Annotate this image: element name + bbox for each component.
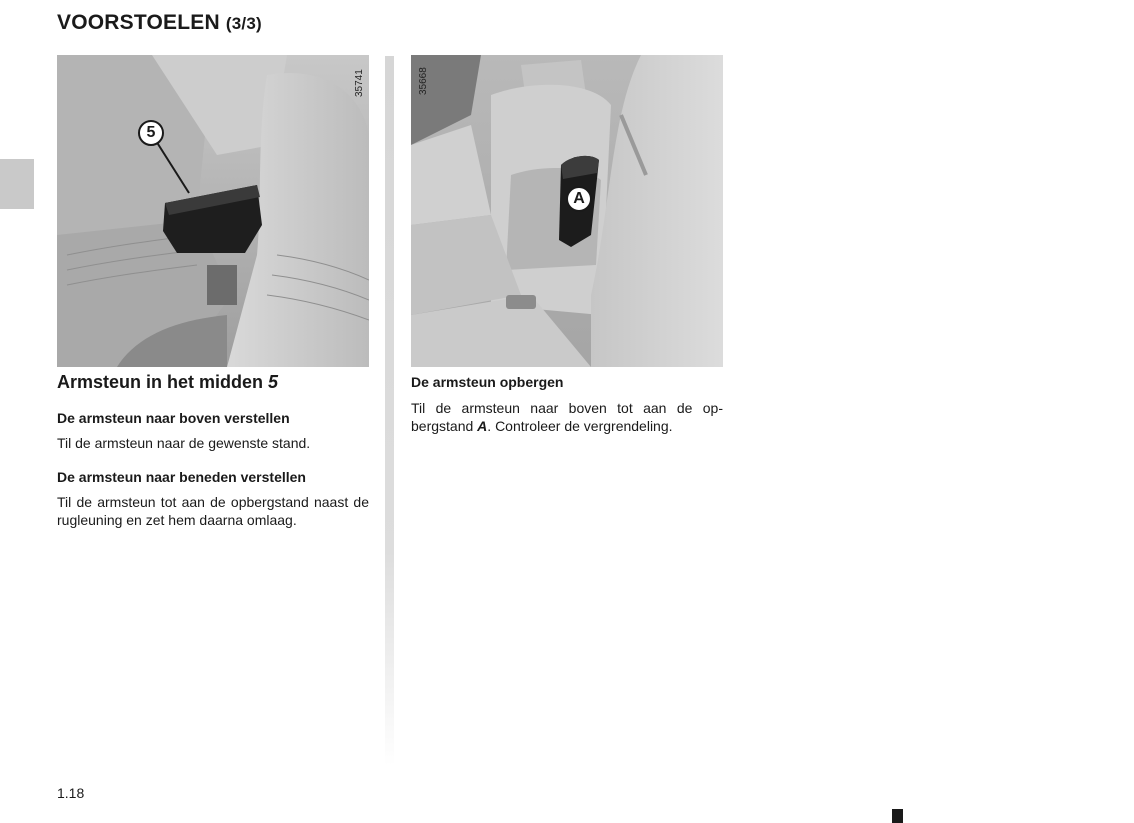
section-heading-text: Armsteun in het midden — [57, 372, 264, 392]
page-title — [57, 11, 262, 35]
subheading-raise: De armsteun naar boven verstellen — [57, 410, 290, 426]
right-column — [411, 374, 723, 435]
figure-code: 35741 — [354, 69, 365, 97]
paragraph-stow-ref: A — [477, 418, 488, 434]
section-heading-ref: 5 — [268, 372, 279, 392]
subheading-stow: De armsteun opbergen — [411, 374, 564, 390]
figure-code: 35668 — [418, 67, 429, 95]
paragraph-stow-text: Til de armsteun naar boven tot aan de op-bergstand — [411, 400, 723, 434]
page-end-marker — [892, 809, 903, 823]
page-number: 1.18 — [57, 785, 85, 801]
callout-a: A — [566, 186, 592, 212]
column-divider — [385, 56, 394, 766]
section-heading — [57, 372, 369, 393]
callout-5: 5 — [138, 120, 164, 146]
page-title-text: VOORSTOELEN — [57, 11, 220, 34]
chapter-tab — [0, 159, 34, 209]
armrest-illustration — [57, 55, 369, 367]
paragraph-stow-text-end: . Controleer de vergrendeling. — [487, 418, 673, 434]
paragraph-stow — [411, 399, 723, 435]
paragraph-lower: Til de armsteun tot aan de opbergstand naast de rugleuning en zet hem daarna omlaag. — [57, 494, 369, 528]
page-title-counter: (3/3) — [225, 14, 262, 33]
subheading-lower: De armsteun naar beneden verstellen — [57, 469, 306, 485]
armrest-stowed-photo — [411, 55, 723, 367]
left-column — [57, 372, 369, 529]
paragraph-raise: Til de armsteun naar de gewenste stand. — [57, 435, 311, 451]
armrest-stowed-illustration — [411, 55, 723, 367]
armrest-photo — [57, 55, 369, 367]
